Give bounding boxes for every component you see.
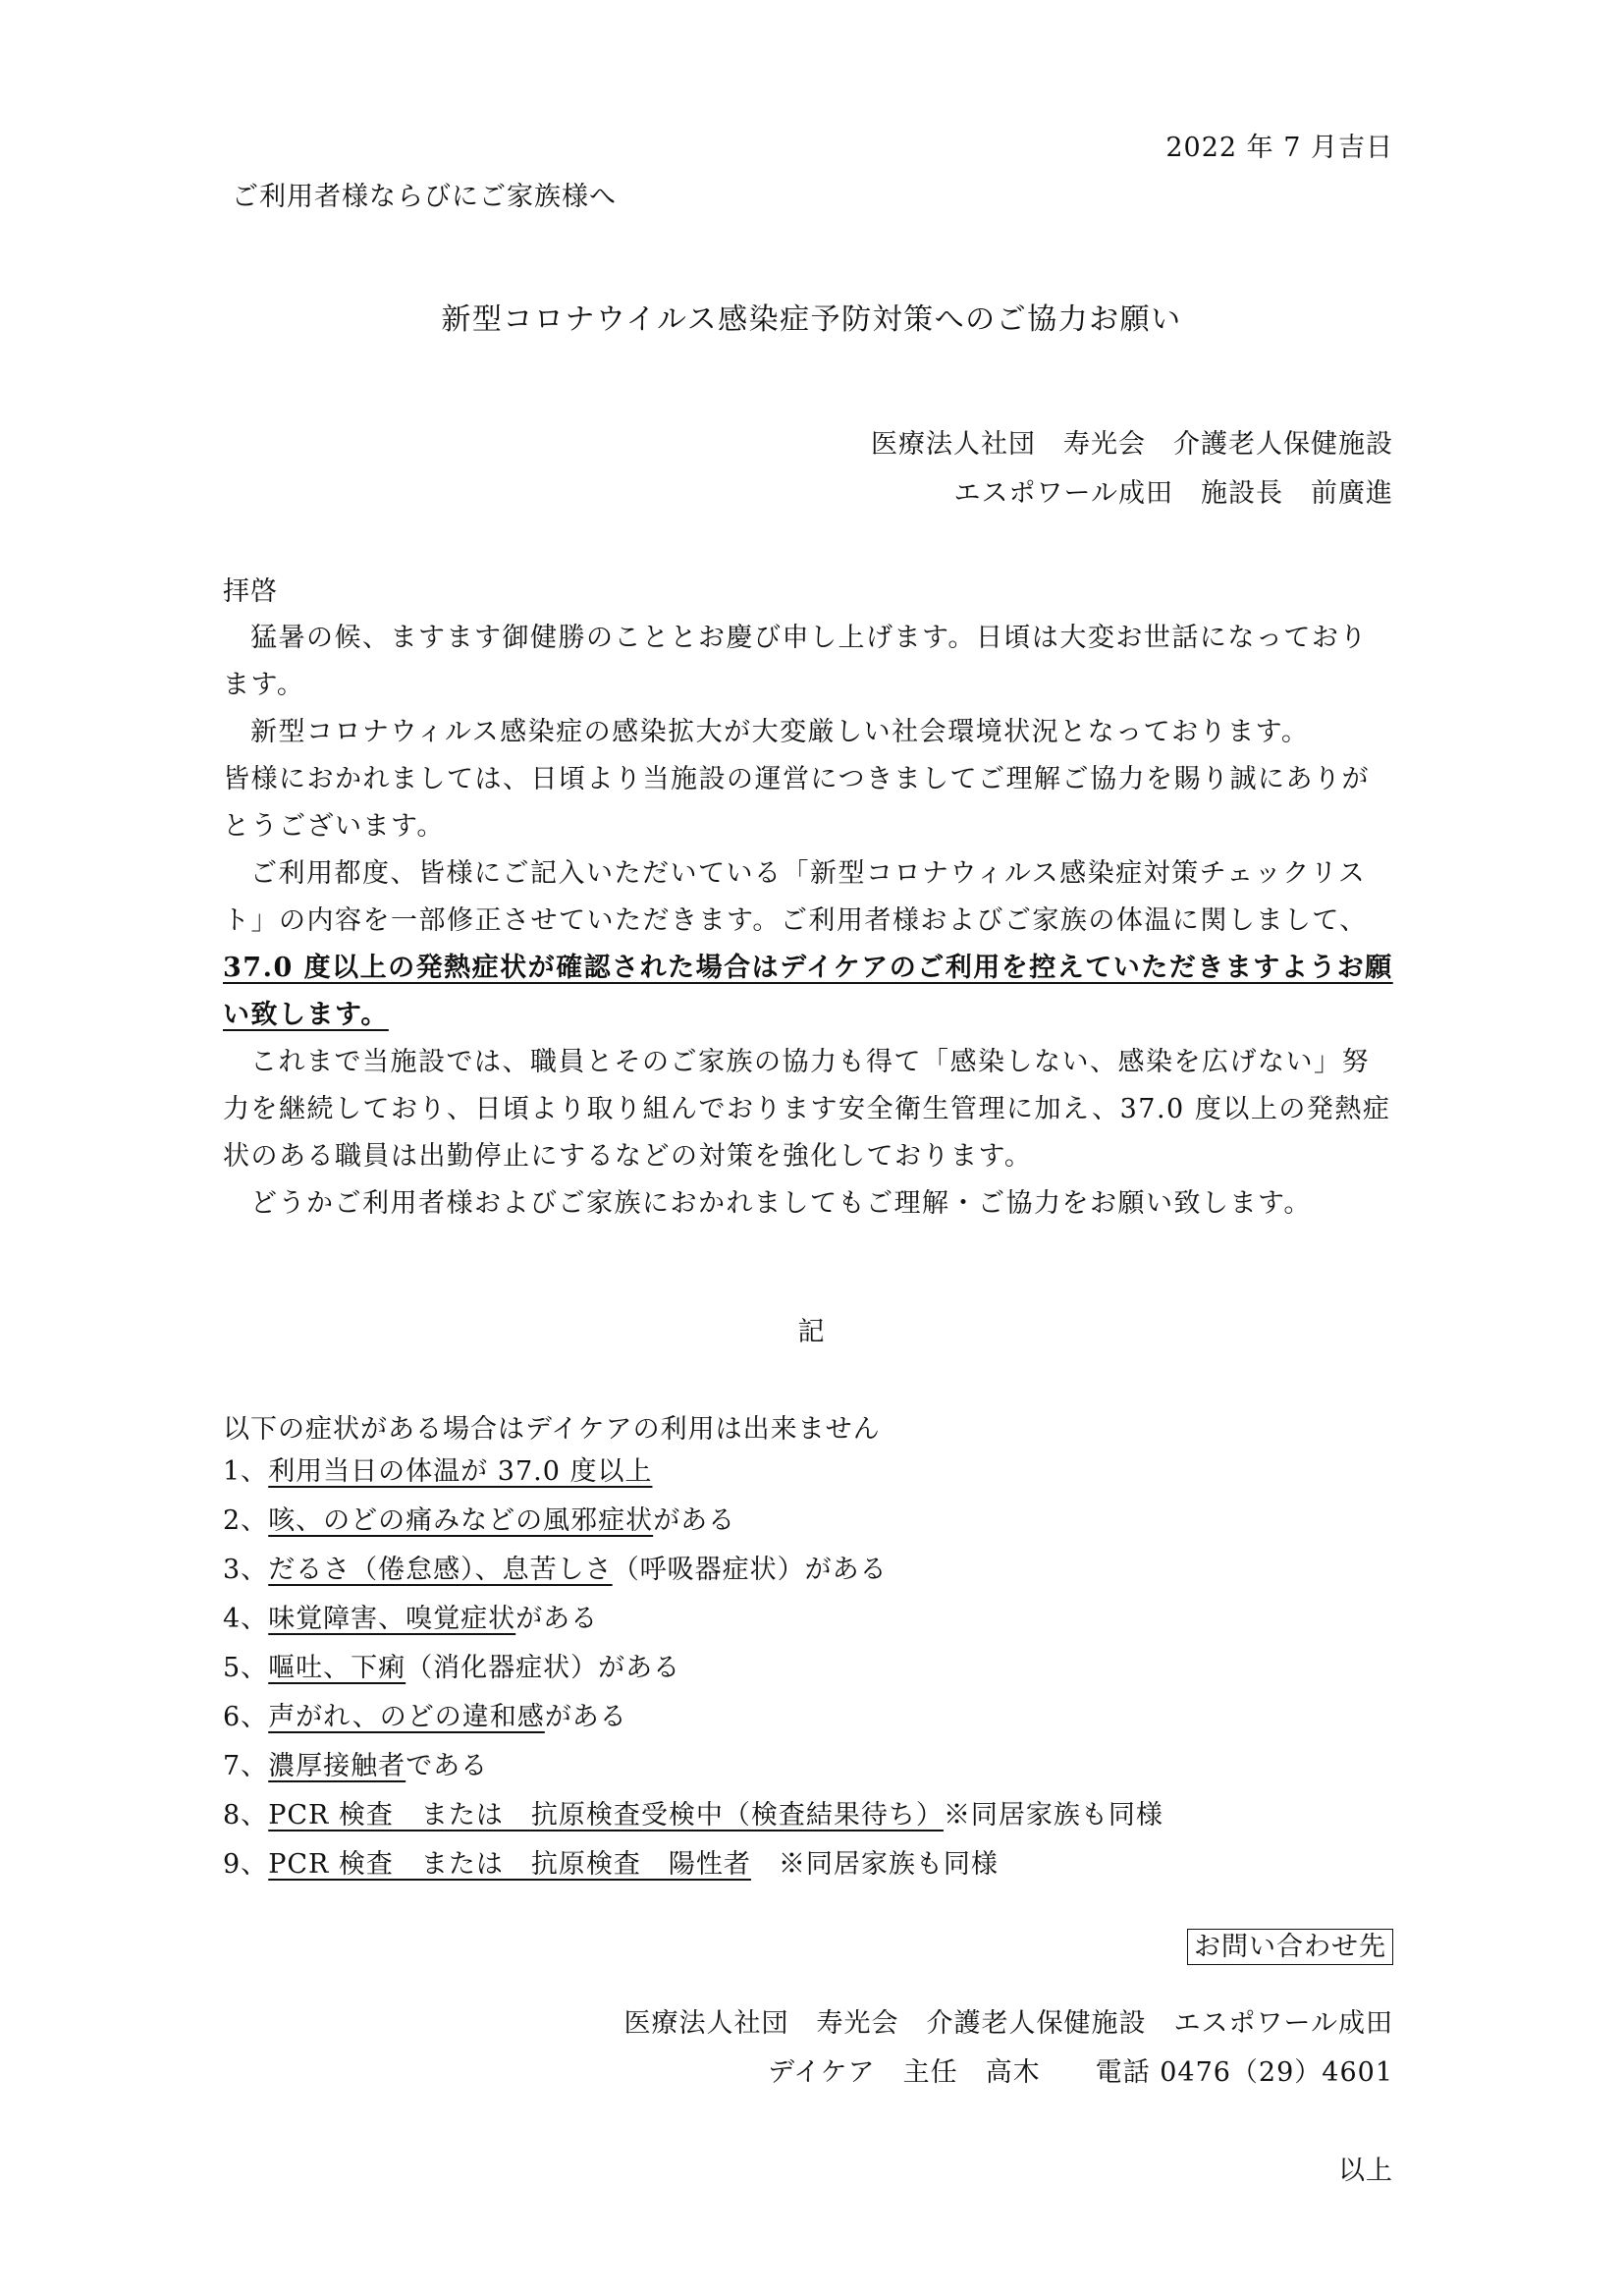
item-underlined: 咳、のどの痛みなどの風邪症状 [268,1505,654,1536]
contact-line-2: デイケア 主任 高木 電話 0476（29）4601 [768,2057,1393,2088]
contact-box-label [1187,1925,1393,1963]
item-number: 2、 [223,1505,269,1536]
item-underlined: 声がれ、のどの違和感 [268,1702,545,1732]
list-item [223,1840,1163,1889]
paragraph-checklist [223,850,1393,1039]
paragraph-greeting: 猛暑の候、ますます御健勝のこととお慶び申し上げます。日頃は大変お世話になっております。 [223,623,1368,700]
list-intro: 以下の症状がある場合はデイケアの利用は出来ません [223,1414,881,1445]
item-number: 8、 [223,1800,269,1831]
item-underlined: 利用当日の体温が 37.0 度以上 [268,1456,653,1487]
list-item [223,1742,1163,1791]
item-number: 7、 [223,1751,269,1781]
item-underlined: 嘔吐、下痢 [268,1653,406,1683]
list-item [223,1448,1163,1497]
list-item [223,1693,1163,1742]
sender-line-2: エスポワール成田 施設長 前廣進 [953,478,1393,509]
paragraph-thanks: 皆様におかれましては、日頃より当施設の運営につきましてご理解ご協力を賜り誠にありがとうございます。 [223,764,1370,842]
sender-line-1: 医療法人社団 寿光会 介護老人保健施設 [871,429,1393,460]
opening-word: 拝啓 [223,576,278,607]
list-item [223,1497,1163,1546]
document-date: 2022 年 7 月吉日 [1165,133,1393,163]
document-title: 新型コロナウイルス感染症予防対策へのご協力お願い [441,302,1182,337]
checklist-text: ご利用都度、皆様にご記入いただいている「新型コロナウィルス感染症対策チェックリスト」の内容を一部修正させていただきます。ご利用者様およびご家族の体温に関しまして、 [223,858,1368,936]
item-number: 3、 [223,1555,269,1585]
item-number: 9、 [223,1849,269,1880]
letter-body [223,615,1393,1228]
closing-word: 以上 [1338,2156,1393,2186]
addressee: ご利用者様ならびにご家族様へ [232,182,617,212]
paragraph-measures: これまで当施設では、職員とそのご家族の協力も得て「感染しない、感染を広げない」努力を継続しており、日頃より取り組んでおります安全衛生管理に加え、37.0 度以上の発熱症状のある職員は出勤停止にするなどの対策を強化しております。 [223,1047,1391,1172]
item-underlined: PCR 検査 または 抗原検査 陽性者 [268,1849,751,1880]
paragraph-request: どうかご利用者様およびご家族におかれましてもご理解・ご協力をお願い致します。 [250,1188,1312,1219]
item-underlined: PCR 検査 または 抗原検査受検中（検査結果待ち） [268,1800,944,1831]
item-rest: である [406,1751,489,1781]
item-underlined: 濃厚接触者 [268,1751,406,1781]
item-rest: ※同居家族も同様 [750,1849,999,1880]
item-number: 6、 [223,1702,269,1732]
list-item [223,1644,1163,1693]
item-rest: がある [653,1505,736,1536]
item-underlined: 味覚障害、嗅覚症状 [268,1604,516,1634]
paragraph-situation: 新型コロナウィルス感染症の感染拡大が大変厳しい社会環境状況となっております。 [250,717,1310,747]
contact-line-1: 医療法人社団 寿光会 介護老人保健施設 エスポワール成田 [623,2008,1393,2039]
list-item [223,1546,1163,1595]
item-rest: （消化器症状）がある [406,1653,681,1683]
list-item [223,1595,1163,1644]
item-number: 1、 [223,1456,269,1487]
item-rest: ※同居家族も同様 [943,1800,1163,1831]
fever-emphasis: 37.0 度以上の発熱症状が確認された場合はデイケアのご利用を控えていただきますようお願い致します。 [223,953,1393,1030]
item-number: 4、 [223,1604,269,1634]
item-rest: がある [544,1702,627,1732]
symptom-list [223,1448,1163,1889]
item-number: 5、 [223,1653,269,1683]
ki-heading: 記 [797,1317,826,1347]
list-item [223,1791,1163,1840]
contact-box: お問い合わせ先 [1187,1929,1393,1965]
item-underlined: だるさ（倦怠感）、息苦しさ [268,1555,613,1585]
item-rest: （呼吸器症状）がある [612,1555,888,1585]
item-rest: がある [515,1604,599,1634]
